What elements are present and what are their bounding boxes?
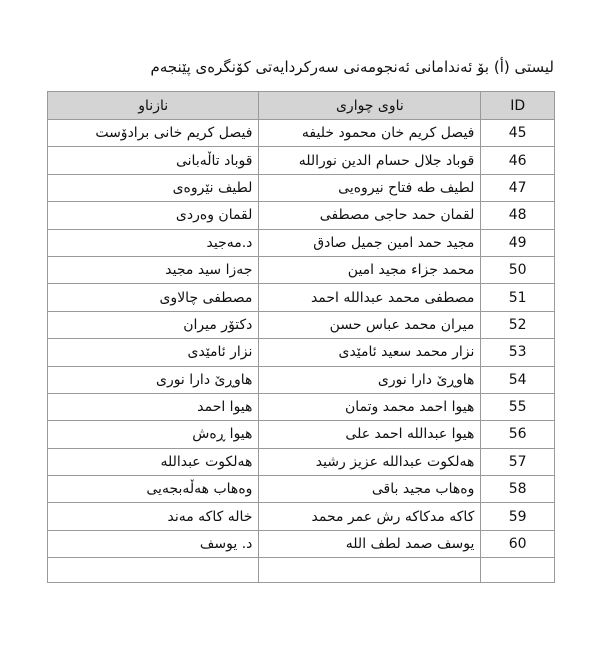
full-name-cell: وەهاب مجید باقی (259, 476, 481, 503)
id-cell: 57 (481, 448, 555, 475)
id-cell: 55 (481, 393, 555, 420)
empty-cell (481, 558, 555, 583)
nickname-cell: مصطفی چالاوی (48, 284, 259, 311)
table-row (48, 256, 555, 283)
table-row (48, 530, 555, 557)
empty-table-row (48, 558, 555, 583)
id-cell: 56 (481, 421, 555, 448)
full-name-cell: کاکه مدکاکه رش عمر محمد (259, 503, 481, 530)
table-row (48, 393, 555, 420)
table-row (48, 229, 555, 256)
id-cell: 51 (481, 284, 555, 311)
nickname-cell: هاوڕێ دارا نوری (48, 366, 259, 393)
nickname-cell: قوباد تاڵەبانی (48, 147, 259, 174)
table-row (48, 147, 555, 174)
nickname-cell: دکتۆر میران (48, 311, 259, 338)
nickname-cell: نزار ئامێدی (48, 339, 259, 366)
nickname-cell: لقمان وەردی (48, 202, 259, 229)
full-name-cell: هەلکوت عبدالله عزیز رشید (259, 448, 481, 475)
id-cell: 58 (481, 476, 555, 503)
column-header-nickname: نازناو (48, 92, 259, 120)
id-cell: 50 (481, 256, 555, 283)
id-cell: 54 (481, 366, 555, 393)
empty-cell (48, 558, 259, 583)
full-name-cell: نزار محمد سعید ئامێدی (259, 339, 481, 366)
table-row (48, 174, 555, 201)
full-name-cell: هیوا احمد محمد وتمان (259, 393, 481, 420)
table-row (48, 339, 555, 366)
full-name-cell: لقمان حمد حاجی مصطفی (259, 202, 481, 229)
full-name-cell: فیصل کریم خان محمود خلیفه (259, 120, 481, 147)
nickname-cell: وەهاب هەڵەبجەیی (48, 476, 259, 503)
column-header-id: ID (481, 92, 555, 120)
empty-cell (259, 558, 481, 583)
nickname-cell: جەزا سید مجید (48, 256, 259, 283)
table-row (48, 503, 555, 530)
nickname-cell: هیوا ڕەش (48, 421, 259, 448)
id-cell: 49 (481, 229, 555, 256)
id-cell: 47 (481, 174, 555, 201)
full-name-cell: محمد جزاء مجید امین (259, 256, 481, 283)
nickname-cell: هیوا احمد (48, 393, 259, 420)
table-row (48, 421, 555, 448)
document-title: لیستی (أ) بۆ ئەندامانی ئەنجومەنی سەرکردایەتی کۆنگرەی پێنجەم (150, 58, 554, 76)
members-table (47, 91, 555, 583)
full-name-cell: قوباد جلال حسام الدین نورالله (259, 147, 481, 174)
full-name-cell: مجید حمد امین جمیل صادق (259, 229, 481, 256)
table-row (48, 311, 555, 338)
table-row (48, 476, 555, 503)
id-cell: 45 (481, 120, 555, 147)
table-row (48, 120, 555, 147)
column-header-full-name: ناوی چواری (259, 92, 481, 120)
full-name-cell: یوسف صمد لطف الله (259, 530, 481, 557)
full-name-cell: میران محمد عباس حسن (259, 311, 481, 338)
nickname-cell: د. یوسف (48, 530, 259, 557)
full-name-cell: هاوڕێ دارا نوری (259, 366, 481, 393)
table-row (48, 366, 555, 393)
id-cell: 48 (481, 202, 555, 229)
id-cell: 60 (481, 530, 555, 557)
table-row (48, 448, 555, 475)
id-cell: 52 (481, 311, 555, 338)
full-name-cell: هیوا عبدالله احمد علی (259, 421, 481, 448)
nickname-cell: لطیف نێروەی (48, 174, 259, 201)
id-cell: 59 (481, 503, 555, 530)
full-name-cell: لطیف طه فتاح نیروەیی (259, 174, 481, 201)
nickname-cell: خاله کاکه مەند (48, 503, 259, 530)
table-header-row (48, 92, 555, 120)
table-row (48, 202, 555, 229)
nickname-cell: هەلکوت عبدالله (48, 448, 259, 475)
full-name-cell: مصطفی محمد عبدالله احمد (259, 284, 481, 311)
table-row (48, 284, 555, 311)
nickname-cell: د.مەجید (48, 229, 259, 256)
id-cell: 53 (481, 339, 555, 366)
nickname-cell: فیصل کریم خانی برادۆست (48, 120, 259, 147)
id-cell: 46 (481, 147, 555, 174)
